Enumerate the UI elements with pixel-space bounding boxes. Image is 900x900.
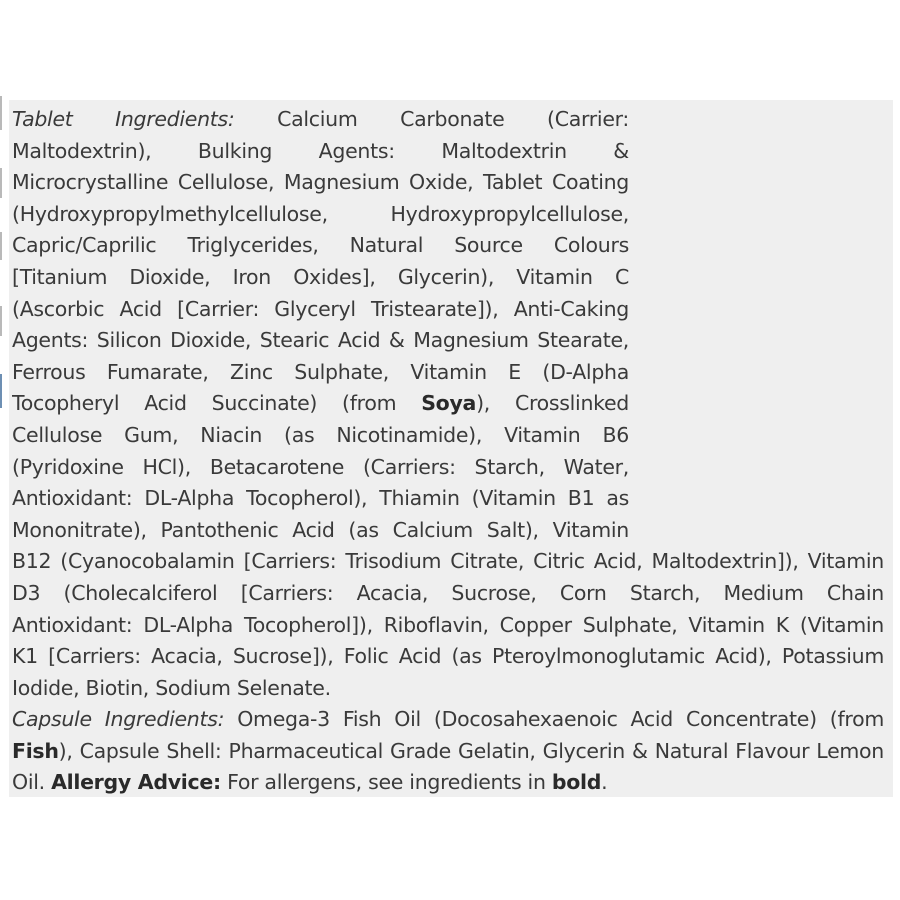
edge-mark: [0, 232, 2, 260]
edge-mark: [0, 306, 2, 336]
text-line: (Ascorbic Acid [Carrier: Glyceryl Tristearate]), Anti-Caking: [12, 296, 629, 321]
text-line: Fish), Capsule Shell: Pharmaceutical Grade Gelatin, Glycerin & Natural Flavour Lemon: [12, 738, 884, 763]
text-line: B12 (Cyanocobalamin [Carriers: Trisodium Citrate, Citric Acid, Maltodextrin]), Vitamin: [12, 549, 884, 574]
capsule-ingredients-heading: Capsule Ingredients:: [12, 707, 225, 732]
allergen-fish: Fish: [12, 738, 59, 763]
text-line: Microcrystalline Cellulose, Magnesium Oxide, Tablet Coating: [12, 170, 629, 195]
tablet-ingredients-block: [12, 104, 629, 546]
text-line: (Pyridoxine HCl), Betacarotene (Carriers: Starch, Water,: [12, 454, 629, 479]
capsule-ingredients-block: [12, 704, 884, 799]
text-line: Agents: Silicon Dioxide, Stearic Acid & Magnesium Stearate,: [12, 328, 629, 353]
bold-word: bold: [551, 770, 602, 795]
text-line: Capric/Caprilic Triglycerides, Natural Source Colours: [12, 233, 629, 258]
text-line: Mononitrate), Pantothenic Acid (as Calcium Salt), Vitamin: [12, 517, 629, 542]
allergy-advice-heading: Allergy Advice:: [51, 770, 221, 795]
edge-mark: [0, 96, 2, 130]
ingredients-text: [12, 104, 884, 799]
text-line: Antioxidant: DL-Alpha Tocopherol), Thiamin (Vitamin B1 as: [12, 486, 629, 511]
text-line: D3 (Cholecalciferol [Carriers: Acacia, Sucrose, Corn Starch, Medium Chain: [12, 580, 884, 605]
edge-mark: [0, 374, 2, 408]
text-line: Iodide, Biotin, Sodium Selenate.: [12, 675, 331, 700]
text-line: Tocopheryl Acid Succinate) (from Soya), Crosslinked: [12, 391, 629, 416]
text-line: Capsule Ingredients: Omega-3 Fish Oil (Docosahexaenoic Acid Concentrate) (from: [12, 707, 884, 732]
text-line: [Titanium Dioxide, Iron Oxides], Glycerin), Vitamin C: [12, 264, 629, 289]
text-line: K1 [Carriers: Acacia, Sucrose]), Folic Acid (as Pteroylmonoglutamic Acid), Potassium: [12, 644, 884, 669]
tablet-ingredients-continued: [12, 546, 884, 704]
text-line: Maltodextrin), Bulking Agents: Maltodextrin &: [12, 138, 629, 163]
text-line: (Hydroxypropylmethylcellulose, Hydroxypropylcellulose,: [12, 201, 629, 226]
edge-mark: [0, 168, 2, 198]
text-line: Ferrous Fumarate, Zinc Sulphate, Vitamin E (D-Alpha: [12, 359, 629, 384]
text-line: Oil. Allergy Advice: For allergens, see ingredients in bold.: [12, 770, 608, 795]
tablet-ingredients-heading: Tablet Ingredients:: [12, 107, 235, 131]
text-line: Cellulose Gum, Niacin (as Nicotinamide), Vitamin B6: [12, 422, 629, 447]
text-line: Tablet Ingredients: Calcium Carbonate (Carrier:: [12, 107, 629, 131]
allergen-soya: Soya: [421, 391, 477, 416]
text-line: Antioxidant: DL-Alpha Tocopherol]), Riboflavin, Copper Sulphate, Vitamin K (Vitamin: [12, 612, 884, 637]
